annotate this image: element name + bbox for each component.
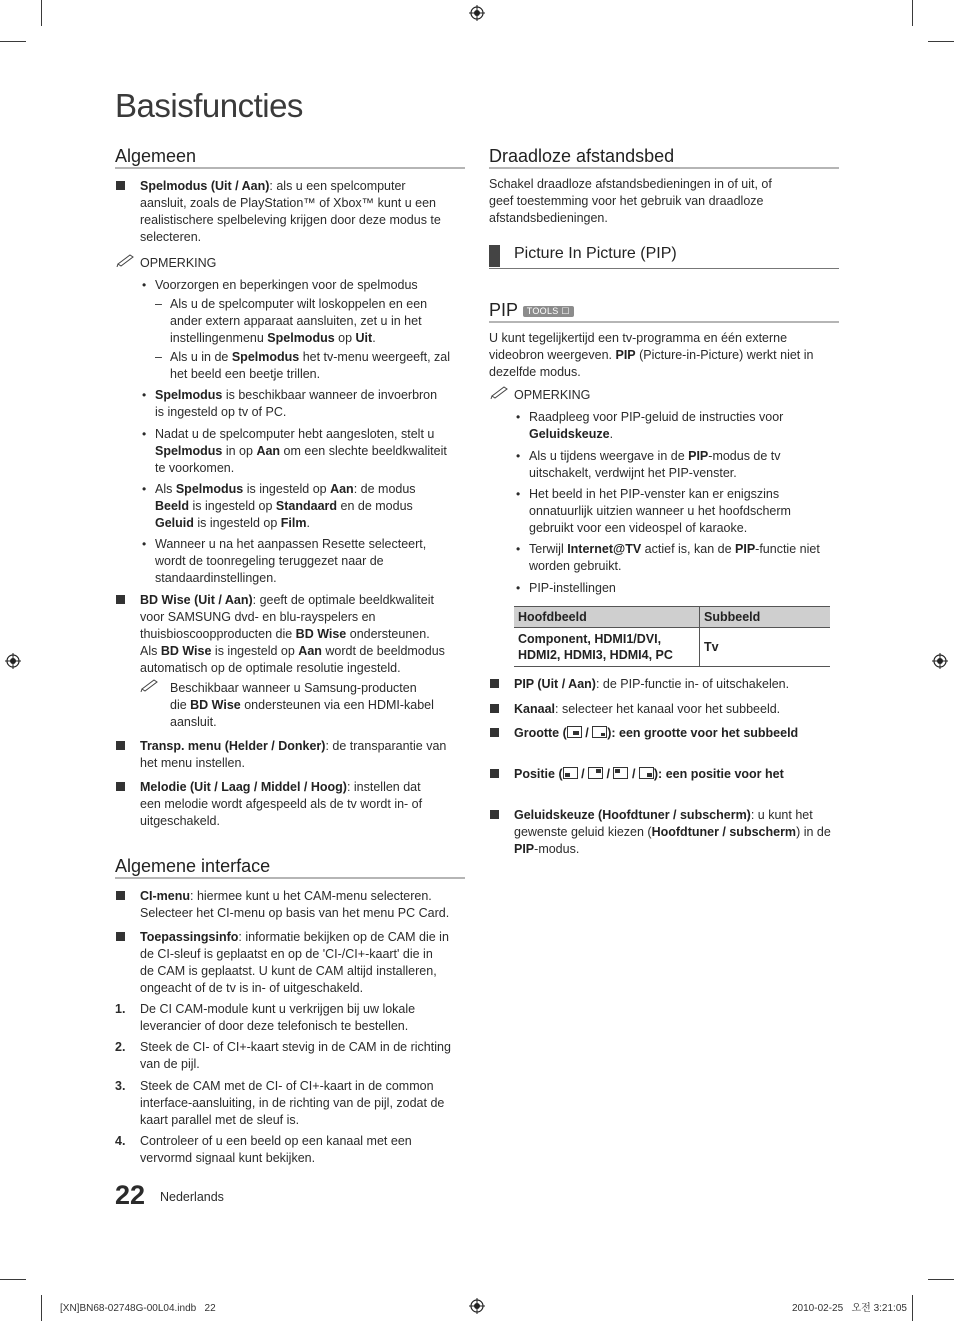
section-rule: [489, 268, 839, 269]
bullet-square-icon: [490, 704, 499, 713]
registration-mark-icon: [932, 653, 948, 669]
ci-menu-item: CI-menu: hiermee kunt u het CAM-menu selecteren. Selecteer het CI-menu op basis van het menu PC Card.: [140, 889, 450, 920]
bullet-dot-icon: •: [142, 482, 147, 496]
note-subitem: Als u de spelcomputer wilt loskoppelen en een ander extern apparaat aansluiten, zet u in het instellingenmenu Spelmodus op Uit.: [170, 297, 428, 345]
note-item: Als u tijdens weergave in de PIP-modus de tv uitschakelt, verdwijnt het PIP-venster.: [529, 449, 781, 480]
note-item: Wanneer u na het aanpassen Resette selecteert, wordt de toonregeling teruggezet naar de standaardinstellingen.: [155, 537, 427, 585]
page-title: Basisfuncties: [115, 87, 303, 124]
pip-heading: PIP TOOLS ☐: [489, 299, 574, 321]
note-label: OPMERKING: [514, 388, 591, 402]
spelmodus-item: Spelmodus (Uit / Aan): als u een spelcomputer aansluit, zoals de PlayStation™ of Xbox™ kunt u een realistischere spelbeleving krijgen door deze modus te selecteren.: [140, 179, 441, 244]
crop-mark: [41, 1295, 42, 1321]
footer-file-info: [XN]BN68-02748G-00L04.indb 22: [60, 1303, 216, 1314]
bullet-dot-icon: •: [142, 537, 147, 551]
bullet-square-icon: [490, 679, 499, 688]
size-large-icon: [567, 726, 582, 738]
bullet-square-icon: [490, 769, 499, 778]
note-item: Voorzorgen en beperkingen voor de spelmodus: [155, 278, 418, 292]
note-item: Als Spelmodus is ingesteld op Aan: de modus Beeld is ingesteld op Standaard en de modus Geluid is ingesteld op Film.: [155, 482, 416, 530]
note-item: Spelmodus is beschikbaar wanneer de invoerbron is ingesteld op tv of PC.: [155, 388, 438, 419]
step-number: 4.: [115, 1134, 126, 1148]
crop-mark: [912, 0, 913, 26]
bullet-dot-icon: •: [516, 487, 521, 501]
bullet-dot-icon: •: [142, 278, 147, 292]
toepassingsinfo-item: Toepassingsinfo: informatie bekijken op de CAM die in de CI-sleuf is geplaatst en op de 'CI-/CI+-kaart' die in de CAM is geplaatst. U kunt de CAM altijd installeren, ongeacht of de tv is in- of uitgeschakeld.: [140, 930, 449, 995]
bullet-dot-icon: •: [142, 427, 147, 441]
tools-badge-icon: TOOLS ☐: [523, 306, 574, 317]
bullet-dot-icon: •: [516, 410, 521, 424]
registration-mark-icon: [469, 1298, 485, 1314]
bdwise-item: BD Wise (Uit / Aan): geeft de optimale beeldkwaliteit voor SAMSUNG dvd- en blu-rayspelers en thuisbioscoopproducten die BD Wise ondersteunen. Als BD Wise is ingesteld op Aan wordt de beeldmodus automatisch op de optimale resolutie ingesteld.: [140, 593, 445, 675]
table-row: [514, 628, 830, 667]
step-text: Steek de CAM met de CI- of CI+-kaart in de common interface-aansluiting, in de richting van de pijl, zodat de kaart parallel met de sleuf is.: [140, 1079, 445, 1127]
note-item: Nadat u de spelcomputer hebt aangesloten, stelt u Spelmodus in op Aan om een slechte beeldkwaliteit te voorkomen.: [155, 427, 447, 475]
pip-toggle-item: PIP (Uit / Aan): de PIP-functie in- of uitschakelen.: [514, 677, 790, 691]
crop-mark: [0, 1279, 26, 1280]
note-subitem: Als u in de Spelmodus het tv-menu weergeeft, zal het beeld een beetje trillen.: [170, 350, 450, 381]
step-text: De CI CAM-module kunt u verkrijgen bij uw lokale leverancier of door deze telefonisch te bestellen.: [140, 1002, 416, 1033]
melodie-item: Melodie (Uit / Laag / Middel / Hoog): instellen dat een melodie wordt afgespeeld als de tv wordt in- of uitgeschakeld.: [140, 780, 423, 828]
step-number: 1.: [115, 1002, 126, 1016]
bullet-dot-icon: •: [516, 449, 521, 463]
heading-rule: [489, 321, 839, 323]
bullet-dot-icon: •: [516, 581, 521, 595]
crop-mark: [928, 41, 954, 42]
table-header: Hoofdbeeld: [514, 607, 700, 628]
table-header: Subbeeld: [700, 607, 831, 628]
note-pencil-icon: [140, 678, 160, 692]
note-item: Het beeld in het PIP-venster kan er enigszins onnatuurlijk uitzien wanneer u het hoofdscherm gebruikt voor een videospel of karaoke.: [529, 487, 791, 535]
bullet-square-icon: [116, 181, 125, 190]
step-number: 2.: [115, 1040, 126, 1054]
pip-settings-table: [514, 606, 830, 667]
note-item: Raadpleeg voor PIP-geluid de instructies voor Geluidskeuze.: [529, 410, 784, 441]
dash-icon: –: [155, 297, 162, 311]
note-item: PIP-instellingen: [529, 581, 616, 595]
bullet-square-icon: [116, 741, 125, 750]
note-item: Terwijl Internet@TV actief is, kan de PIP-functie niet worden gebruikt.: [529, 542, 820, 573]
step-text: Controleer of u een beeld op een kanaal met een vervormd signaal kunt bekijken.: [140, 1134, 412, 1165]
bullet-square-icon: [490, 728, 499, 737]
geluidskeuze-item: Geluidskeuze (Hoofdtuner / subscherm): u kunt het gewenste geluid kiezen (Hoofdtuner / subscherm) in de PIP-modus.: [514, 808, 831, 856]
dash-icon: –: [155, 350, 162, 364]
position-top-right-icon: [588, 767, 603, 779]
pip-intro: U kunt tegelijkertijd een tv-programma en één externe videobron weergeven. PIP (Picture-in-Picture) werkt niet in dezelfde modus.: [489, 331, 814, 379]
table-cell: Tv: [700, 628, 831, 667]
transp-menu-item: Transp. menu (Helder / Donker): de transparantie van het menu instellen.: [140, 739, 447, 770]
section-heading-draadloze: Draadloze afstandsbed: [489, 146, 675, 166]
draadloze-description: Schakel draadloze afstandsbedieningen in of uit, of geef toestemming voor het gebruik van draadloze afstandsbedieningen.: [489, 177, 772, 225]
position-top-left-icon: [613, 767, 628, 779]
note-label: OPMERKING: [140, 256, 217, 270]
bullet-dot-icon: •: [516, 542, 521, 556]
bullet-square-icon: [116, 595, 125, 604]
kanaal-item: Kanaal: selecteer het kanaal voor het subbeeld.: [514, 702, 781, 716]
section-heading-algemeen: Algemeen: [115, 146, 197, 166]
heading-rule: [115, 167, 465, 169]
note-pencil-icon: [116, 253, 136, 267]
note-pencil-icon: [490, 385, 510, 399]
footer-language: Nederlands: [160, 1190, 224, 1204]
footer-datetime: 2010-02-25 오전 3:21:05: [792, 1303, 907, 1314]
crop-mark: [928, 1279, 954, 1280]
heading-rule: [115, 877, 465, 879]
step-number: 3.: [115, 1079, 126, 1093]
registration-mark-icon: [5, 653, 21, 669]
size-small-icon: [592, 726, 607, 738]
position-bottom-left-icon: [563, 767, 578, 779]
heading-rule: [489, 167, 839, 169]
step-text: Steek de CI- of CI+-kaart stevig in de CAM in de richting van de pijl.: [140, 1040, 451, 1071]
bdwise-note: Beschikbaar wanneer u Samsung-producten die BD Wise ondersteunen via een HDMI-kabel aansluit.: [170, 681, 434, 729]
pip-section-title: Picture In Picture (PIP): [514, 245, 677, 262]
bullet-dot-icon: •: [142, 388, 147, 402]
bullet-square-icon: [116, 891, 125, 900]
bullet-square-icon: [116, 782, 125, 791]
bullet-square-icon: [490, 810, 499, 819]
positie-item: Positie ( / / / ): een positie voor het: [514, 767, 784, 781]
table-cell: Component, HDMI1/DVI, HDMI2, HDMI3, HDMI4, PC: [514, 628, 700, 667]
section-bar-marker: [489, 245, 500, 267]
position-bottom-right-icon: [639, 767, 654, 779]
grootte-item: Grootte ( / ): een grootte voor het subbeeld: [514, 726, 799, 740]
bullet-square-icon: [116, 932, 125, 941]
section-heading-algemene-interface: Algemene interface: [115, 856, 271, 876]
crop-mark: [912, 1295, 913, 1321]
crop-mark: [41, 0, 42, 26]
registration-mark-icon: [469, 5, 485, 21]
crop-mark: [0, 41, 26, 42]
page-number: 22: [115, 1180, 146, 1210]
